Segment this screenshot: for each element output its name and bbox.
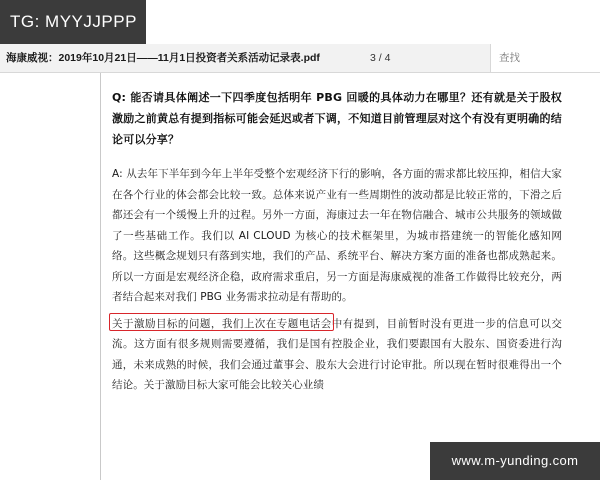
viewer-left-gutter (0, 73, 101, 480)
top-watermark-bar (0, 0, 600, 44)
pdf-page-sheet (101, 73, 600, 480)
answer-paragraph-1: A: 从去年下半年到今年上半年受整个宏观经济下行的影响，各方面的需求都比较压抑，相信大家在各个行业的体会都会比较一致。总体来说产业有一些周期性的波动都是比较正常的，下滑之后都还会有一个缓慢上升的过程。另外一方面，海康过去一年在物信融合、城市公共服务的领域做了一些基础工作。我们以 AI CLOUD 为核心的技术框架里，为城市搭建统一的智能化感知网络。这些概念规划只有落到实地，我们的产品、系统平台、解决方案方面的准备也都成熟起来。所以一方面是宏观经济企稳，政府需求重启，另一方面是海康威视的准备工作做得比较充分，两者结合起来对我们 PBG 业务需求拉动是有帮助的。 (112, 168, 562, 303)
pdf-page-content (112, 87, 562, 402)
bottom-watermark-url: www.m-yunding.com (430, 442, 600, 480)
answer-paragraph-2: 关于激励目标的问题，我们上次在专题电话会中有提到，目前暂时没有更进一步的信息可以交流。这方面有很多规则需要遵循，我们是国有控股企业，我们要跟国有大股东、国资委进行沟通，未来成熟的时候，我们会通过董事会、股东大会进行讨论审批。所以现在暂时很难得出一个结论。关于激励目标大家可能会比较关心业绩 (112, 317, 562, 391)
question-paragraph: Q: 能否请具体阐述一下四季度包括明年 PBG 回暖的具体动力在哪里？还有就是关于股权激励之前黄总有提到指标可能会延迟或者下调，不知道目前管理层对这个有没有更明确的结论可以分享？ (112, 91, 562, 146)
highlighted-answer-block (112, 314, 562, 396)
telegram-tag-watermark: TG: MYYJJPPP (0, 0, 146, 44)
pdf-viewer-area[interactable] (0, 73, 600, 480)
search-input[interactable] (491, 44, 600, 72)
pdf-toolbar (0, 44, 600, 73)
document-title: 海康威视：2019年10月21日——11月1日投资者关系活动记录表.pdf (6, 52, 320, 64)
search-box[interactable] (490, 44, 600, 72)
page-indicator: 3 / 4 (370, 52, 391, 64)
